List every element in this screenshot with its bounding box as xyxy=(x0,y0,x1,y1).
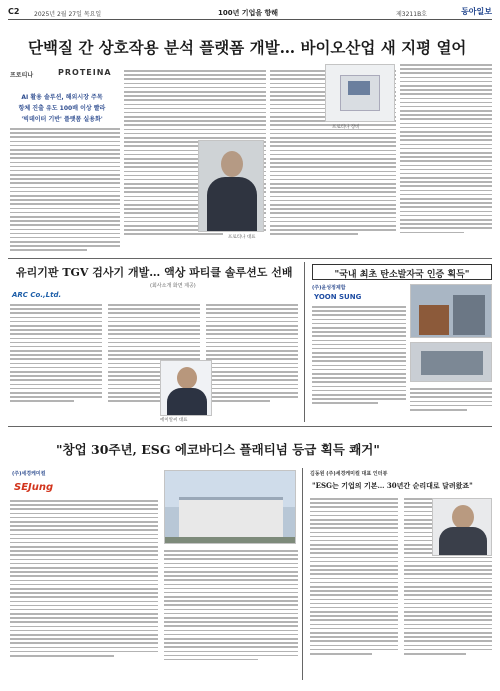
article3-body xyxy=(312,306,406,416)
article3-logo: YOON SUNG xyxy=(314,293,362,301)
article1-company: 프로티나 xyxy=(10,72,34,79)
article3-product-photo xyxy=(410,342,492,382)
article1-body-far-right xyxy=(400,64,492,253)
article1-logo: PROTEINA xyxy=(58,68,112,77)
divider-vertical-mid xyxy=(304,262,305,422)
article4-interview-quote: "ESG는 기업의 기본… 30년간 순리대로 달려왔죠" xyxy=(312,481,473,490)
article2-subhead: (회사소개 화면 제공) xyxy=(150,283,196,289)
page-number: C2 xyxy=(8,7,20,16)
article1-subhead: AI 활용 솔루션, 해외시장 주목 항체 진출 유도 100배 이상 빨라 '빅데이터 기반' 플랫폼 실용화' xyxy=(18,94,106,123)
page-header xyxy=(8,6,492,20)
article4-body-mid xyxy=(164,550,298,678)
article1-photo-caption: 프로티나 대표 xyxy=(228,235,256,240)
article2-ceo-photo xyxy=(160,360,212,416)
article4-ceo-photo xyxy=(432,498,492,556)
article3-facility-photo xyxy=(410,284,492,338)
newspaper-logo: 동아일보 xyxy=(461,6,492,16)
article2-photo-caption: 에이알씨 대표 xyxy=(160,418,188,423)
divider-article1 xyxy=(8,258,492,259)
article4-logo: SEJung xyxy=(14,482,54,493)
article4-interview-tag: 김동원 (주)세경케미컬 대표 인터뷰 xyxy=(310,471,388,477)
article4-headline: "창업 30주년, ESG 에코바디스 플래티넘 등급 획득 쾌거" xyxy=(56,442,380,457)
article2-headline: 유리기판 TGV 검사기 개발… 액상 파티클 솔루션도 선배 xyxy=(16,266,293,279)
article4-body xyxy=(10,500,158,678)
article1-ceo-photo xyxy=(198,140,264,232)
article3-body-right xyxy=(410,388,492,416)
article2-logo: ARC Co.,Ltd. xyxy=(12,291,62,299)
article1-device-caption: 프로티나 장비 xyxy=(332,125,360,130)
article1-device-photo xyxy=(325,64,395,122)
divider-vertical-bottom xyxy=(302,468,303,680)
article2-body xyxy=(10,304,298,416)
article3-headline: "국내 최초 탄소발자국 인증 획득" xyxy=(312,264,492,280)
divider-article2 xyxy=(8,426,492,427)
article1-headline: 단백질 간 상호작용 분석 플랫폼 개발… 바이오산업 새 지평 열어 xyxy=(28,38,467,57)
issue-date: 2025년 2월 27일 목요일 xyxy=(34,11,102,18)
section-title: 100년 기업을 향해 xyxy=(218,9,279,17)
issue-number: 제3211B호 xyxy=(396,11,427,18)
article1-body-left xyxy=(10,128,120,253)
article4-building-photo xyxy=(164,470,296,544)
article3-tag: (주)윤성정제합 xyxy=(312,285,346,291)
article4-tag: (주)세경케미컬 xyxy=(12,471,46,477)
